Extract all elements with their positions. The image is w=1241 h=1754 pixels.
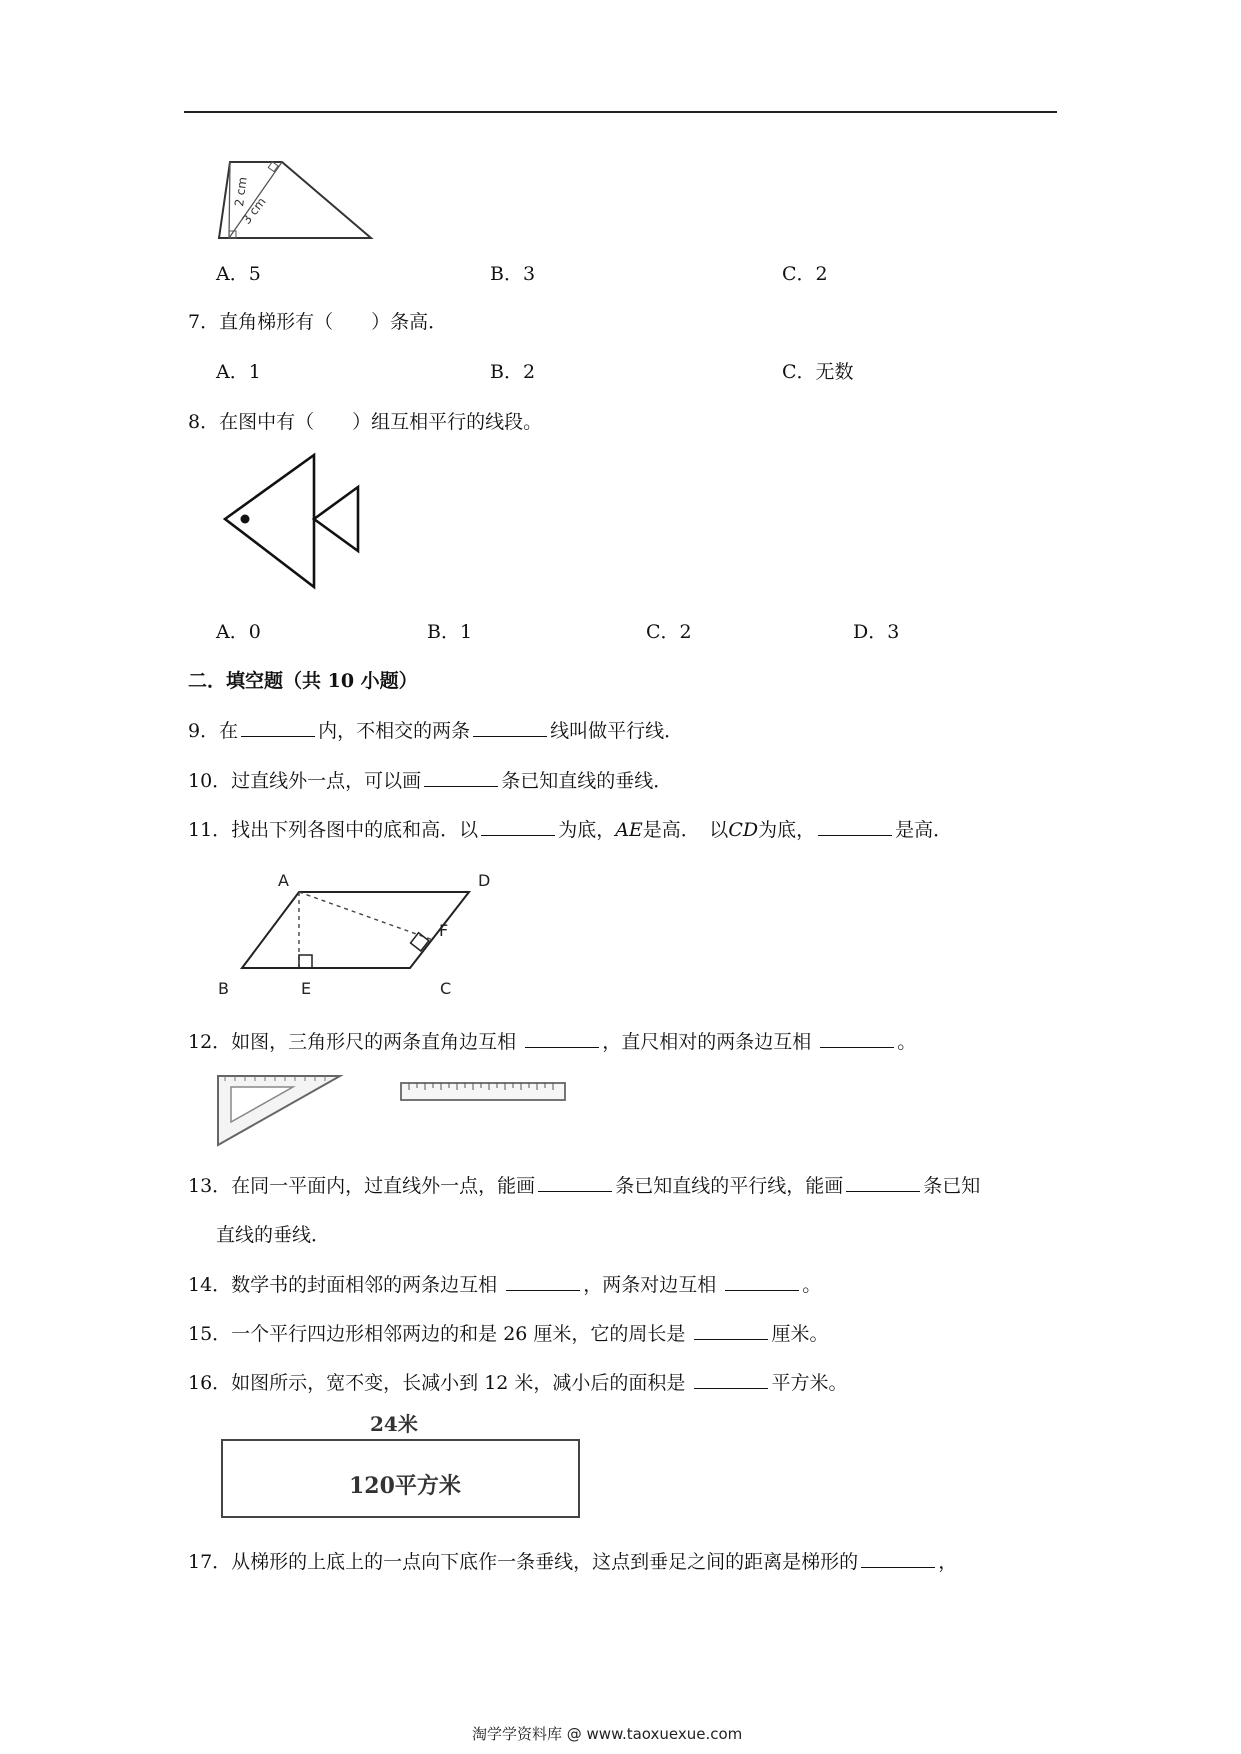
q12-blank-1 [525,1029,599,1048]
q11-blank-1 [481,817,555,836]
q11: 11．找出下列各图中的底和高．以 为底，AE是高． 以CD为底， 是高． [188,819,953,841]
q16-blank [694,1370,768,1389]
q12: 12．如图，三角形尺的两条直角边互相 ，直尺相对的两条边互相 。 [188,1031,917,1053]
q10: 10．过直线外一点，可以画 条已知直线的垂线． [188,770,673,792]
q9-blank-2 [473,718,547,737]
q11-label-c: C [440,979,452,998]
q11-label-b: B [218,979,229,998]
q9-blank-1 [241,718,315,737]
q8-option-b: B．1 [427,621,473,643]
q11-label-d: D [478,871,491,890]
q6-option-b: B．3 [490,263,536,285]
q8-fish-figure [220,452,370,592]
q12-ruler-figure [399,1080,569,1104]
q15: 15．一个平行四边形相邻两边的和是 26 厘米，它的周长是 厘米。 [188,1323,829,1345]
q11-label-a: A [278,871,289,890]
q16-length-label: 24米 [370,1412,418,1436]
q6-diagonal-label: 3 cm [239,194,269,227]
q6-height-label: 2 cm [232,176,250,208]
q17: 17．从梯形的上底上的一点向下底作一条垂线，这点到垂足之间的距离是梯形的 ， [188,1551,958,1573]
footer-text: 淘学学资料库 @ www.taoxuexue.com [472,1725,743,1743]
q17-blank [861,1549,935,1568]
q7-option-b: B．2 [490,361,536,383]
header-rule [184,111,1057,113]
q8-option-c: C．2 [646,621,692,643]
q11-label-f: F [439,921,449,940]
q6-trapezoid-figure [215,155,375,245]
q14-blank-2 [725,1272,799,1291]
q15-blank [694,1321,768,1340]
q12-set-square-figure [215,1073,345,1148]
q13-line-2: 直线的垂线． [216,1224,331,1246]
q16-area-label: 120平方米 [349,1473,461,1499]
q7-text: 7．直角梯形有（ ）条高． [188,311,448,333]
q7-option-a: A．1 [216,361,261,383]
q8-option-a: A．0 [216,621,261,643]
q13-blank-2 [846,1173,920,1192]
q13-line-1: 13．在同一平面内，过直线外一点，能画 条已知直线的平行线，能画 条已知 [188,1175,981,1197]
q7-option-c: C．无数 [782,361,854,383]
q12-blank-2 [820,1029,894,1048]
q6-option-c: C．2 [782,263,828,285]
q11-label-e: E [301,979,312,998]
q14: 14．数学书的封面相邻的两条边互相 ，两条对边互相 。 [188,1274,822,1296]
q11-blank-2 [818,817,892,836]
q8-option-d: D．3 [853,621,900,643]
q14-blank-1 [506,1272,580,1291]
section-2-title: 二．填空题（共 10 小题） [188,670,418,692]
q6-option-a: A．5 [216,263,261,285]
q16: 16．如图所示，宽不变，长减小到 12 米，减小后的面积是 平方米。 [188,1372,848,1394]
q8-text: 8．在图中有（ ）组互相平行的线段。 [188,411,543,433]
q9: 9．在 内，不相交的两条 线叫做平行线． [188,720,684,742]
q11-parallelogram-figure [210,860,510,1000]
q10-blank [424,768,498,787]
q13-blank-1 [538,1173,612,1192]
